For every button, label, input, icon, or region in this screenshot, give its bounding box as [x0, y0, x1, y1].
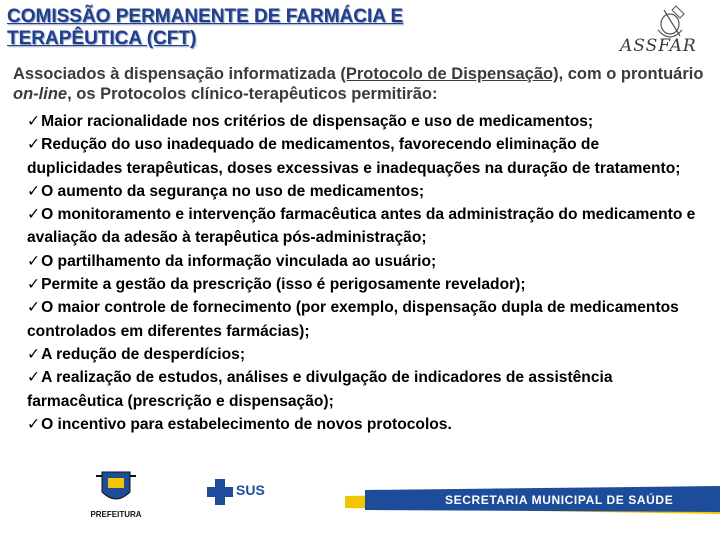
checkmark-icon: ✓	[27, 112, 41, 130]
list-item	[27, 413, 697, 436]
list-item	[27, 366, 697, 413]
intro-part-5: , os Protocolos clínico-terapêuticos permitirão:	[67, 85, 438, 103]
benefits-list	[27, 110, 697, 436]
list-item-text: Permite a gestão da prescrição (isso é perigosamente revelador);	[41, 276, 526, 294]
list-item-text: O aumento da segurança no uso de medicamentos;	[41, 182, 425, 200]
list-item	[27, 296, 697, 343]
list-item-text: O monitoramento e intervenção farmacêutica antes da administração do medicamento e avaliação da adesão à terapêutica pós-administração;	[27, 206, 696, 247]
checkmark-icon: ✓	[27, 135, 41, 154]
list-item	[27, 203, 697, 250]
list-item	[27, 133, 697, 180]
checkmark-icon: ✓	[27, 298, 41, 317]
checkmark-icon: ✓	[27, 205, 41, 224]
list-item	[27, 250, 697, 273]
secretaria-label: SECRETARIA MUNICIPAL DE SAÚDE	[445, 493, 674, 507]
list-item-text: O maior controle de fornecimento (por exemplo, dispensação dupla de medicamentos controlados em diferentes farmácias);	[27, 299, 679, 340]
footer	[0, 462, 720, 540]
assfar-logo	[618, 2, 714, 62]
checkmark-icon: ✓	[27, 344, 41, 363]
checkmark-icon: ✓	[27, 181, 41, 200]
list-item	[27, 110, 697, 133]
list-item	[27, 343, 697, 366]
sus-logo	[206, 476, 296, 510]
sus-cross-icon	[206, 478, 234, 506]
list-item-text: O partilhamento da informação vinculada ao usuário;	[41, 252, 437, 270]
list-item-text: Redução do uso inadequado de medicamentos, favorecendo eliminação de duplicidades terapêuticas, doses excessivas e inadequações na duração de tratamento;	[27, 136, 681, 177]
page-title	[7, 6, 403, 50]
list-item-text: A realização de estudos, análises e divulgação de indicadores de assistência farmacêutica (prescrição e dispensação);	[27, 369, 613, 410]
checkmark-icon: ✓	[27, 368, 41, 387]
intro-part-2: (Protocolo de Dispensação),	[340, 65, 564, 83]
list-item-text: Maior racionalidade nos critérios de dispensação e uso de medicamentos;	[41, 113, 594, 130]
prefeitura-logo	[86, 470, 146, 532]
intro-part-1: Associados à dispensação informatizada	[13, 65, 341, 83]
title-line-1: COMISSÃO PERMANENTE DE FARMÁCIA E	[7, 6, 404, 27]
list-item-text: A redução de desperdícios;	[41, 345, 246, 363]
title-line-2: TERAPÊUTICA (CFT)	[7, 28, 197, 49]
checkmark-icon: ✓	[27, 275, 41, 294]
intro-part-3: com o prontuário	[563, 65, 704, 83]
intro-part-4: on-line	[13, 85, 68, 103]
checkmark-icon: ✓	[27, 251, 41, 270]
logo-text: ASSFAR	[620, 36, 697, 56]
list-item	[27, 180, 697, 203]
prefeitura-label: PREFEITURA	[90, 510, 142, 519]
list-item	[27, 273, 697, 296]
city-crest-icon	[86, 470, 146, 510]
checkmark-icon: ✓	[27, 414, 41, 433]
sus-label: SUS	[236, 482, 265, 498]
list-item-text: O incentivo para estabelecimento de novos protocolos.	[41, 415, 452, 433]
intro-text	[13, 64, 713, 104]
